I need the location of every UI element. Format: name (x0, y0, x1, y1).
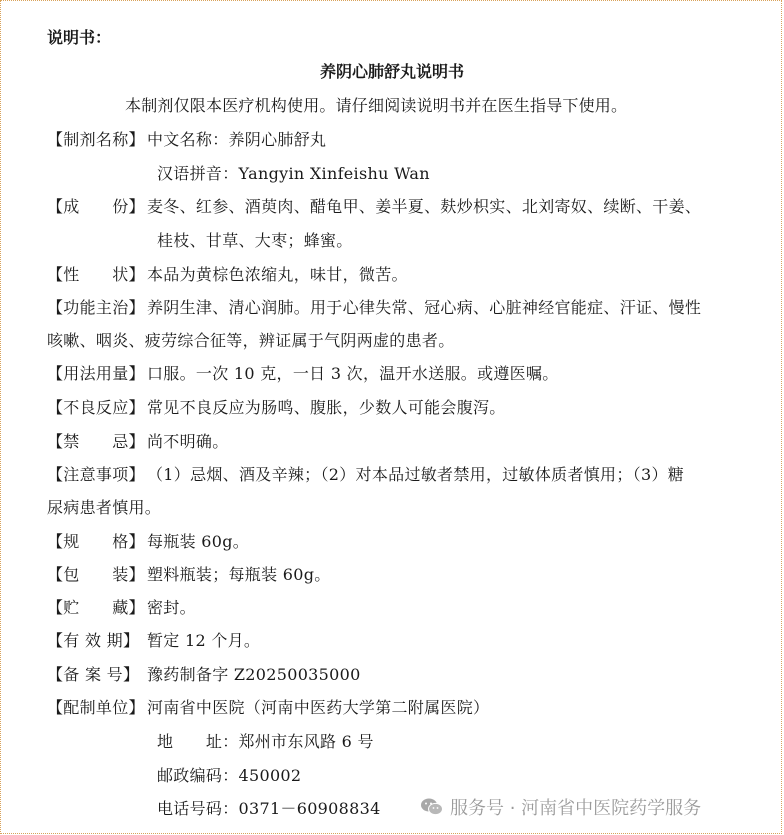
spec-label: 【规 格】 (47, 532, 145, 551)
name-label: 【制剂名称】 (47, 130, 145, 149)
function-row (47, 295, 701, 318)
adverse-text: 常见不良反应为肠鸣、腹胀，少数人可能会腹泻。 (147, 398, 506, 417)
spec-row (47, 529, 249, 552)
maker-postcode: 邮政编码：450002 (157, 766, 302, 785)
storage-row (47, 595, 196, 618)
storage-text: 密封。 (147, 598, 196, 617)
precautions-row (47, 462, 684, 485)
record-row (47, 662, 361, 685)
validity-row (47, 628, 260, 651)
adverse-row (47, 395, 506, 418)
ingredients-label: 【成 份】 (47, 197, 145, 216)
package-label: 【包 装】 (47, 565, 145, 584)
function-line2: 咳嗽、咽炎、疲劳综合征等，辨证属于气阴两虚的患者。 (47, 331, 455, 350)
contra-text: 尚不明确。 (147, 432, 229, 451)
name-chinese: 中文名称：养阴心肺舒丸 (147, 130, 327, 149)
name-row (47, 127, 326, 150)
package-row (47, 562, 331, 585)
record-label: 【备 案 号】 (47, 665, 140, 684)
usage-row (47, 361, 559, 384)
maker-row (47, 695, 489, 718)
name-pinyin: 汉语拼音：Yangyin Xinfeishu Wan (157, 164, 430, 183)
appearance-text: 本品为黄棕色浓缩丸，味甘，微苦。 (147, 265, 408, 284)
function-line1: 养阴生津、清心润肺。用于心律失常、冠心病、心脏神经官能症、汗证、慢性 (147, 298, 702, 317)
appearance-row (47, 262, 408, 285)
usage-text: 口服。一次 10 克，一日 3 次，温开水送服。或遵医嘱。 (147, 364, 559, 383)
adverse-label: 【不良反应】 (47, 398, 145, 417)
validity-label: 【有 效 期】 (47, 631, 140, 650)
ingredients-line2: 桂枝、甘草、大枣；蜂蜜。 (157, 231, 353, 250)
doc-heading: 说明书： (47, 28, 112, 47)
maker-name: 河南省中医院（河南中医药大学第二附属医院） (147, 698, 490, 717)
usage-label: 【用法用量】 (47, 364, 145, 383)
maker-address: 地 址：郑州市东风路 6 号 (157, 732, 374, 751)
storage-label: 【贮 藏】 (47, 598, 145, 617)
watermark (420, 794, 701, 820)
spec-text: 每瓶装 60g。 (147, 532, 250, 551)
appearance-label: 【性 状】 (47, 265, 145, 284)
contra-row (47, 429, 229, 452)
precautions-label: 【注意事项】 (47, 465, 145, 484)
usage-notice: 本制剂仅限本医疗机构使用。请仔细阅读说明书并在医生指导下使用。 (125, 96, 628, 115)
maker-phone: 电话号码：0371－60908834 (157, 799, 381, 818)
package-text: 塑料瓶装；每瓶装 60g。 (147, 565, 331, 584)
validity-text: 暂定 12 个月。 (147, 631, 261, 650)
contra-label: 【禁 忌】 (47, 432, 145, 451)
precautions-line1: （1）忌烟、酒及辛辣；（2）对本品过敏者禁用，过敏体质者慎用；（3）糖 (147, 465, 685, 484)
watermark-text: 服务号 · 河南省中医院药学服务 (450, 798, 702, 819)
doc-title: 养阴心肺舒丸说明书 (319, 62, 464, 81)
maker-label: 【配制单位】 (47, 698, 145, 717)
ingredients-row (47, 194, 701, 217)
wechat-icon (420, 797, 444, 817)
ingredients-line1: 麦冬、红参、酒萸肉、醋龟甲、姜半夏、麸炒枳实、北刘寄奴、续断、干姜、 (147, 197, 702, 216)
record-text: 豫药制备字 Z20250035000 (147, 665, 361, 684)
function-label: 【功能主治】 (47, 298, 145, 317)
precautions-line2: 尿病患者慎用。 (47, 498, 162, 517)
